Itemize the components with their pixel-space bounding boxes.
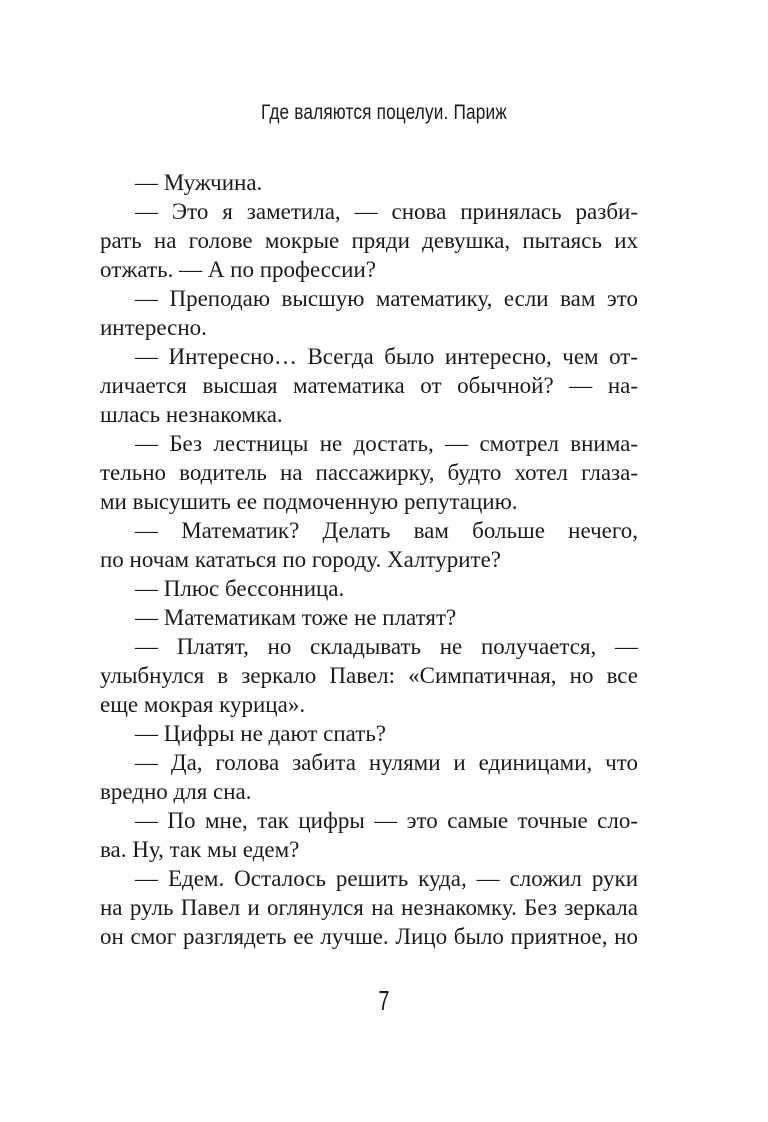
text-line: — Математикам тоже не платят? — [135, 605, 457, 630]
text-line: ми высушить ее подмоченную репутацию. — [100, 489, 518, 514]
text-line: — Это я заметила, — снова принялась разби- — [135, 199, 638, 224]
text-line: личается высшая математика от обычной? — на- — [100, 373, 638, 398]
page-number: 7 — [378, 985, 390, 1016]
text-line: — Математик? Делать вам больше нечего, — [135, 518, 638, 543]
text-line: — Едем. Осталось решить куда, — сложил руки — [135, 866, 638, 891]
text-line: интересно. — [100, 315, 207, 340]
running-header: Где валяются поцелуи. Париж — [261, 101, 507, 124]
text-line: улыбнулся в зеркало Павел: «Симпатичная, но все — [100, 663, 638, 688]
text-line: рать на голове мокрые пряди девушка, пытаясь их — [100, 228, 638, 253]
body-text — [100, 168, 638, 951]
text-line: — Преподаю высшую математику, если вам это — [135, 286, 638, 311]
text-line: вредно для сна. — [100, 779, 252, 804]
text-line: — Плюс бессонница. — [135, 576, 345, 601]
text-line: тельно водитель на пассажирку, будто хотел глаза- — [100, 460, 638, 485]
text-line: он смог разглядеть ее лучше. Лицо было приятное, но — [100, 924, 638, 949]
text-line: по ночам кататься по городу. Халтурите? — [100, 547, 501, 572]
text-line: ва. Ну, так мы едем? — [100, 837, 300, 862]
text-line: — Да, голова забита нулями и единицами, что — [135, 750, 638, 775]
text-line: отжать. — А по профессии? — [100, 257, 376, 282]
text-line: — Цифры не дают спать? — [135, 721, 387, 746]
text-line: на руль Павел и оглянулся на незнакомку. Без зеркала — [100, 895, 638, 920]
text-line: — Интересно… Всегда было интересно, чем от- — [135, 344, 638, 369]
text-line: шлась незнакомка. — [100, 402, 283, 427]
text-line: еще мокрая курица». — [100, 692, 306, 717]
text-line: — Платят, но складывать не получается, — — [135, 634, 638, 659]
text-line: — Мужчина. — [135, 170, 263, 195]
text-line: — Без лестницы не достать, — смотрел внима- — [135, 431, 638, 456]
text-line: — По мне, так цифры — это самые точные сло- — [135, 808, 638, 833]
